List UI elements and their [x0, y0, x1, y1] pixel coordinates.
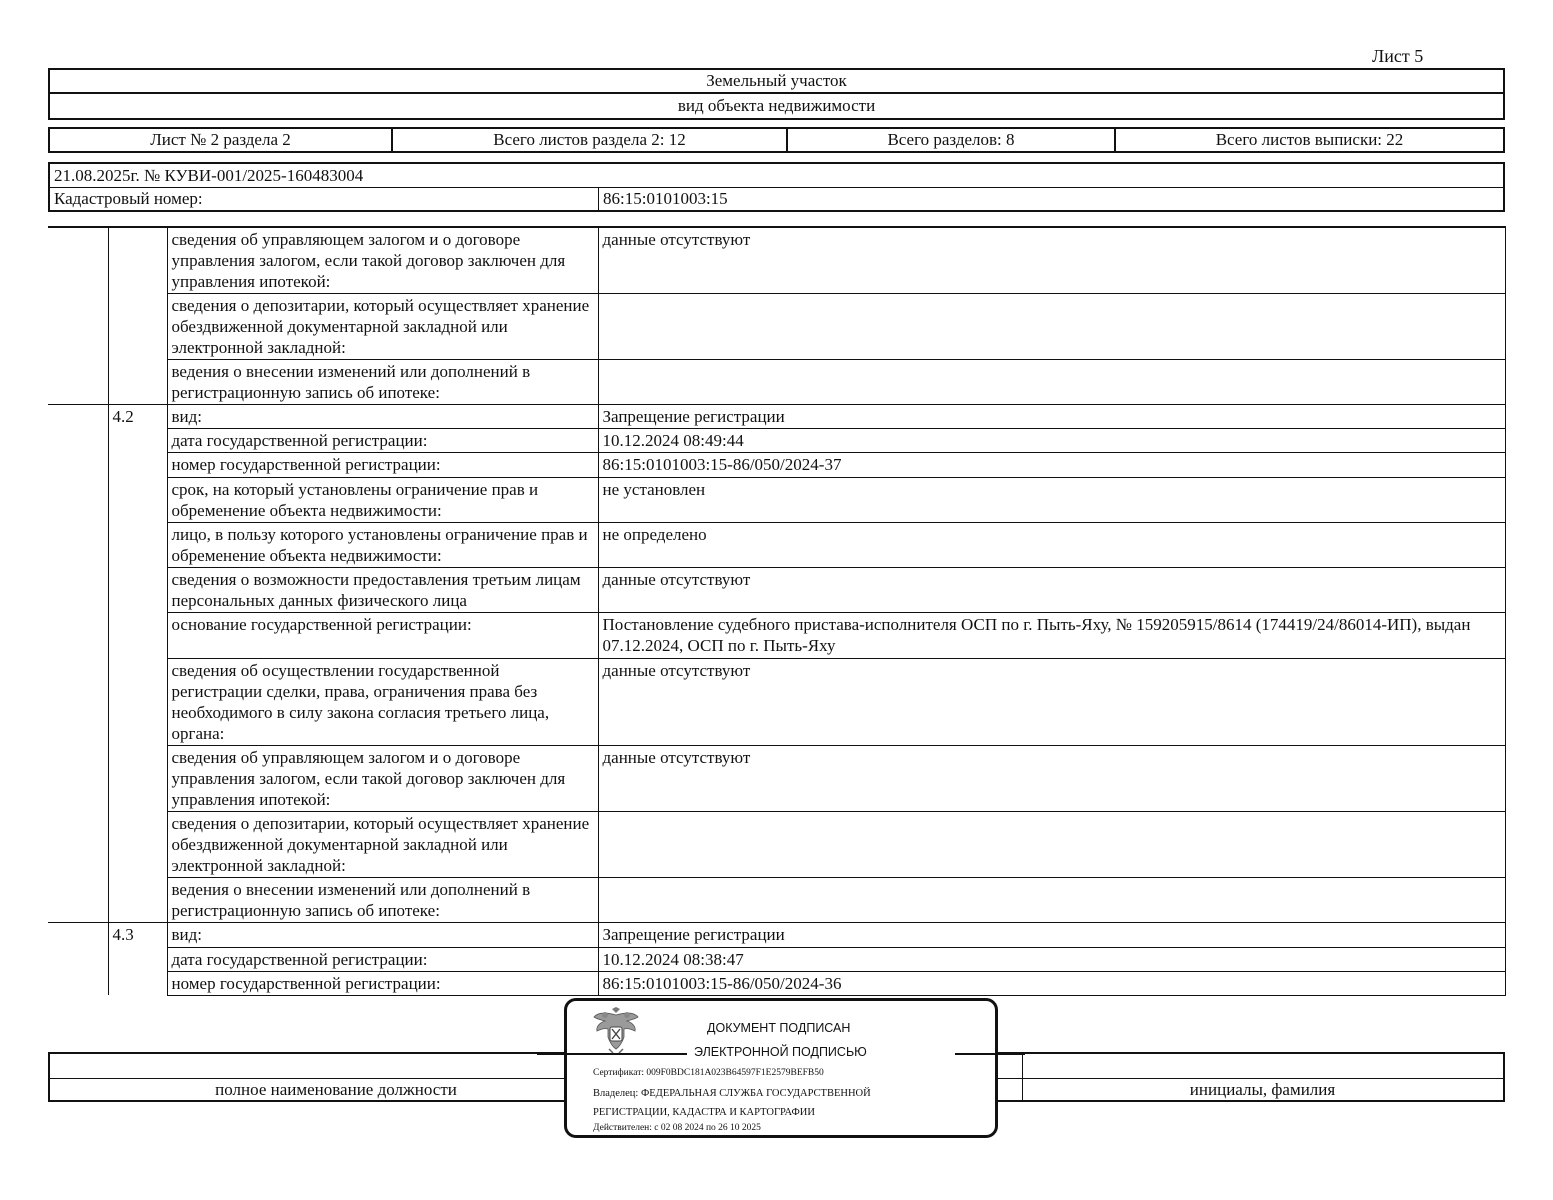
row-label: вид: — [167, 922, 598, 947]
table-row — [48, 877, 1505, 922]
table-row — [48, 227, 1505, 293]
doc-header — [48, 162, 1505, 212]
table-row — [48, 477, 1505, 522]
row-label: сведения о возможности предоставления третьим лицам персональных данных физического лица — [167, 567, 598, 612]
section-number — [108, 612, 167, 658]
info-bar — [48, 127, 1505, 153]
row-value: не определено — [598, 522, 1505, 567]
row-label: сведения об управляющем залогом и о договоре управления залогом, если такой договор заключен для управления ипотекой: — [167, 745, 598, 811]
row-value — [598, 877, 1505, 922]
table-row — [48, 404, 1505, 428]
row-label: номер государственной регистрации: — [167, 971, 598, 995]
object-header — [48, 68, 1505, 120]
row-value — [598, 811, 1505, 877]
info-total-section-sheets: Всего листов раздела 2: 12 — [393, 129, 788, 151]
row-label: номер государственной регистрации: — [167, 452, 598, 477]
section-number — [108, 227, 167, 293]
row-value: Постановление судебного пристава-исполнителя ОСП по г. Пыть-Яху, № 159205915/8614 (174419/24/86014-ИП), выдан 07.12.2024, ОСП по г. Пыть-Яху — [598, 612, 1505, 658]
row-label: сведения об управляющем залогом и о договоре управления залогом, если такой договор заключен для управления ипотекой: — [167, 227, 598, 293]
section-number — [108, 745, 167, 811]
stamp-underline-left — [537, 1053, 687, 1055]
row-label: дата государственной регистрации: — [167, 428, 598, 452]
cadastral-label: Кадастровый номер: — [50, 188, 599, 210]
stamp-owner-line-1: Владелец: ФЕДЕРАЛЬНАЯ СЛУЖБА ГОСУДАРСТВЕННОЙ — [593, 1088, 871, 1099]
stamp-certificate: Сертификат: 009F0BDC181A023B64597F1E2579BEFB50 — [593, 1068, 824, 1078]
section-number — [108, 359, 167, 404]
document-reference: 21.08.2025г. № КУВИ-001/2025-160483004 — [50, 164, 1503, 188]
stamp-owner-line-2: РЕГИСТРАЦИИ, КАДАСТРА И КАРТОГРАФИИ — [593, 1107, 815, 1118]
section-number — [108, 877, 167, 922]
table-row — [48, 452, 1505, 477]
row-value: 86:15:0101003:15-86/050/2024-37 — [598, 452, 1505, 477]
section-number: 4.3 — [108, 922, 167, 947]
row-value: данные отсутствуют — [598, 227, 1505, 293]
table-row — [48, 745, 1505, 811]
section-number — [108, 293, 167, 359]
row-value: данные отсутствуют — [598, 567, 1505, 612]
row-value: 10.12.2024 08:49:44 — [598, 428, 1505, 452]
stamp-validity: Действителен: с 02 08 2024 по 26 10 2025 — [593, 1123, 761, 1133]
table-row — [48, 428, 1505, 452]
table-row — [48, 293, 1505, 359]
row-label: вид: — [167, 404, 598, 428]
section-number — [108, 947, 167, 971]
info-total-extract-sheets: Всего листов выписки: 22 — [1215, 130, 1404, 149]
table-row — [48, 922, 1505, 947]
row-label: сведения о депозитарии, который осуществляет хранение обездвиженной документарной закладной или электронной закладной: — [167, 811, 598, 877]
row-value: 10.12.2024 08:38:47 — [598, 947, 1505, 971]
section-number — [108, 477, 167, 522]
stamp-title-line-1: ДОКУМЕНТ ПОДПИСАН — [707, 1021, 851, 1035]
table-row — [48, 971, 1505, 995]
sheet-number: Лист 5 — [1372, 46, 1424, 66]
row-value: не установлен — [598, 477, 1505, 522]
electronic-signature-stamp — [564, 998, 998, 1138]
position-title-label: полное наименование должности — [215, 1080, 457, 1099]
row-label: ведения о внесении изменений или дополнений в регистрационную запись об ипотеке: — [167, 359, 598, 404]
section-number — [108, 452, 167, 477]
row-label: лицо, в пользу которого установлены ограничение прав и обременение объекта недвижимости: — [167, 522, 598, 567]
row-value: Запрещение регистрации — [598, 404, 1505, 428]
table-row — [48, 947, 1505, 971]
table-row — [48, 811, 1505, 877]
row-label: сведения об осуществлении государственной регистрации сделки, права, ограничения права без необходимого в силу закона согласия третьего лица, органа: — [167, 658, 598, 745]
row-label: основание государственной регистрации: — [167, 612, 598, 658]
stamp-underline-right — [955, 1053, 1025, 1055]
table-row — [48, 658, 1505, 745]
object-type-label: вид объекта недвижимости — [677, 96, 876, 115]
table-row — [48, 522, 1505, 567]
cadastral-number: 86:15:0101003:15 — [603, 189, 728, 208]
section-number — [108, 428, 167, 452]
row-value: Запрещение регистрации — [598, 922, 1505, 947]
row-value — [598, 359, 1505, 404]
row-label: срок, на который установлены ограничение прав и обременение объекта недвижимости: — [167, 477, 598, 522]
section-number — [108, 658, 167, 745]
section-number — [108, 971, 167, 995]
row-value: данные отсутствуют — [598, 658, 1505, 745]
table-row — [48, 612, 1505, 658]
table-row — [48, 567, 1505, 612]
stamp-title-line-2: ЭЛЕКТРОННОЙ ПОДПИСЬЮ — [694, 1045, 867, 1059]
double-headed-eagle-emblem-icon — [591, 1007, 641, 1055]
encumbrance-table — [48, 226, 1506, 996]
row-label: дата государственной регистрации: — [167, 947, 598, 971]
row-label: ведения о внесении изменений или дополнений в регистрационную запись об ипотеке: — [167, 877, 598, 922]
row-value — [598, 293, 1505, 359]
info-total-sections: Всего разделов: 8 — [788, 129, 1116, 151]
initials-surname-label: инициалы, фамилия — [1189, 1080, 1336, 1099]
info-sheet-of-section: Лист № 2 раздела 2 — [50, 129, 393, 151]
section-number — [108, 522, 167, 567]
object-name: Земельный участок — [50, 70, 1503, 94]
row-value: 86:15:0101003:15-86/050/2024-36 — [598, 971, 1505, 995]
section-number: 4.2 — [108, 404, 167, 428]
row-value: данные отсутствуют — [598, 745, 1505, 811]
row-label: сведения о депозитарии, который осуществляет хранение обездвиженной документарной закладной или электронной закладной: — [167, 293, 598, 359]
section-number — [108, 811, 167, 877]
table-row — [48, 359, 1505, 404]
section-number — [108, 567, 167, 612]
